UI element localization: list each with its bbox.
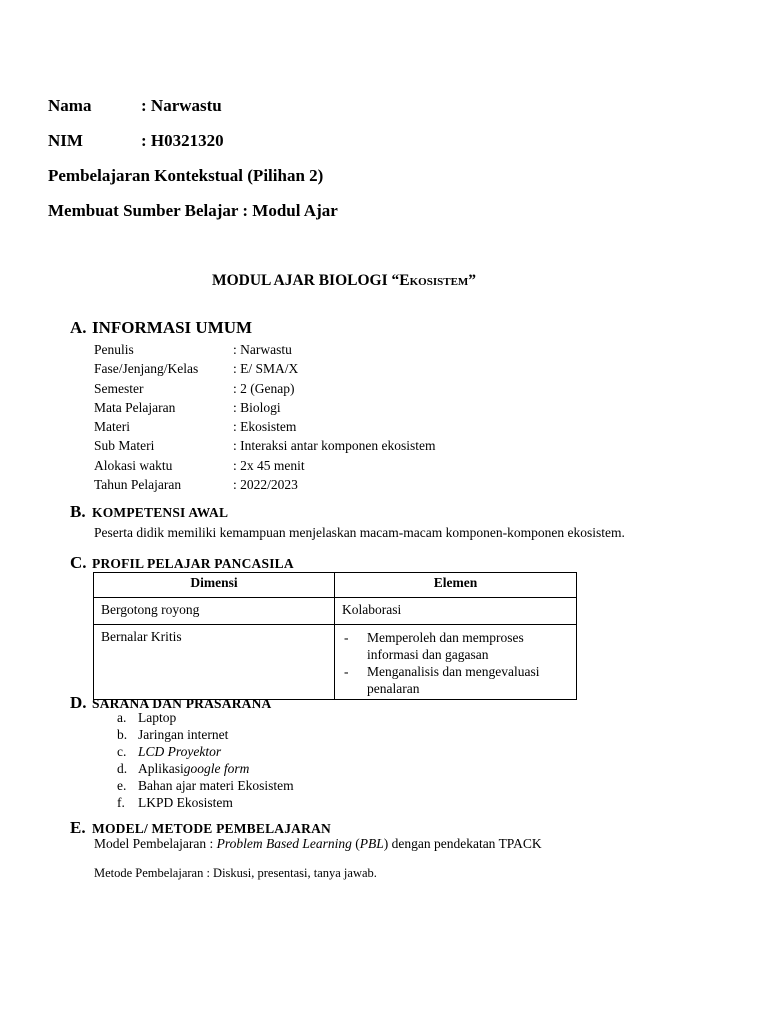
list-item bbox=[117, 744, 294, 761]
document-title bbox=[0, 272, 688, 290]
list-marker: e. bbox=[117, 777, 127, 793]
model-prefix: Model Pembelajaran : bbox=[94, 836, 217, 851]
info-key: Semester bbox=[94, 380, 144, 396]
nama-label: Nama bbox=[48, 96, 92, 115]
nama-line bbox=[48, 96, 222, 116]
dash-marker: - bbox=[344, 664, 349, 679]
section-a-label: INFORMASI UMUM bbox=[92, 318, 253, 337]
info-row bbox=[94, 359, 435, 378]
info-value: : Ekosistem bbox=[233, 419, 297, 435]
nim-line bbox=[48, 131, 224, 151]
sarana-list bbox=[117, 710, 294, 811]
section-b-heading bbox=[70, 502, 228, 522]
list-marker: a. bbox=[117, 710, 127, 725]
title-prefix: MODUL AJAR BIOLOGI “ bbox=[211, 272, 400, 289]
table-row bbox=[94, 625, 577, 700]
list-text: LCD Proyektor bbox=[138, 743, 222, 759]
dash-marker: - bbox=[344, 630, 349, 645]
profil-pelajar-table bbox=[93, 572, 577, 700]
info-value: : Interaksi antar komponen ekosistem bbox=[233, 438, 436, 454]
title-topic: Ekosistem bbox=[399, 272, 469, 289]
info-umum-list bbox=[94, 340, 435, 494]
list-item bbox=[117, 761, 294, 778]
elemen-text: Memperoleh dan memproses informasi dan gagasan bbox=[367, 630, 524, 662]
info-value: : Biologi bbox=[233, 399, 281, 415]
list-marker: f. bbox=[117, 794, 125, 810]
section-c-heading bbox=[70, 553, 294, 573]
elemen-list-item bbox=[342, 629, 569, 663]
section-b-label: KOMPETENSI AWAL bbox=[92, 505, 229, 520]
list-text: Jaringan internet bbox=[138, 726, 229, 742]
list-text: Laptop bbox=[138, 710, 177, 725]
model-suffix: ) dengan pendekatan TPACK bbox=[383, 836, 542, 851]
nama-value: : Narwastu bbox=[141, 96, 222, 115]
table-header-row bbox=[94, 573, 577, 598]
info-key: Materi bbox=[94, 419, 130, 435]
info-row bbox=[94, 475, 435, 494]
course-line: Pembelajaran Kontekstual (Pilihan 2) bbox=[48, 166, 324, 185]
kompetensi-awal-text: Peserta didik memiliki kemampuan menjelaskan macam-macam komponen-komponen ekosistem. bbox=[94, 525, 625, 540]
elemen-list-item bbox=[342, 663, 569, 697]
column-header-elemen: Elemen bbox=[335, 573, 577, 598]
assignment-line: Membuat Sumber Belajar : Modul Ajar bbox=[48, 201, 338, 220]
info-row bbox=[94, 340, 435, 359]
list-text: Aplikasi bbox=[138, 760, 184, 776]
model-paren-open: ( bbox=[351, 836, 360, 851]
info-row bbox=[94, 379, 435, 398]
info-value: : E/ SMA/X bbox=[233, 361, 299, 377]
section-e-letter: E. bbox=[70, 818, 86, 837]
cell-dimensi: Bernalar Kritis bbox=[94, 625, 335, 700]
model-pembelajaran-line bbox=[94, 836, 542, 852]
info-key: Fase/Jenjang/Kelas bbox=[94, 361, 199, 377]
table-row bbox=[94, 598, 577, 625]
list-marker: c. bbox=[117, 743, 127, 759]
section-c-letter: C. bbox=[70, 553, 87, 572]
list-item bbox=[117, 778, 294, 795]
model-abbr: PBL bbox=[359, 836, 384, 851]
cell-elemen bbox=[335, 625, 577, 700]
cell-dimensi: Bergotong royong bbox=[94, 598, 335, 625]
info-value: : 2x 45 menit bbox=[233, 457, 305, 473]
list-item bbox=[117, 710, 294, 727]
info-value: : 2 (Genap) bbox=[233, 380, 295, 396]
info-key: Penulis bbox=[94, 342, 134, 357]
info-key: Sub Materi bbox=[94, 438, 155, 454]
info-row bbox=[94, 436, 435, 455]
info-row bbox=[94, 456, 435, 475]
section-e-heading bbox=[70, 818, 331, 838]
section-c-label: PROFIL PELAJAR PANCASILA bbox=[92, 556, 294, 571]
info-row bbox=[94, 398, 435, 417]
section-d-label: SARANA DAN PRASARANA bbox=[92, 696, 272, 711]
list-text-italic: google form bbox=[183, 760, 250, 776]
elemen-text: Menganalisis dan mengevaluasi penalaran bbox=[367, 664, 540, 696]
list-text: LKPD Ekosistem bbox=[138, 794, 233, 810]
model-name-italic: Problem Based Learning bbox=[216, 836, 352, 851]
section-d-letter: D. bbox=[70, 693, 87, 712]
nim-label: NIM bbox=[48, 131, 83, 150]
section-e-label: MODEL/ METODE PEMBELAJARAN bbox=[92, 821, 331, 836]
section-b-letter: B. bbox=[70, 502, 86, 521]
list-text: Bahan ajar materi Ekosistem bbox=[138, 777, 294, 793]
section-a-letter: A. bbox=[70, 318, 87, 337]
metode-pembelajaran-line: Metode Pembelajaran : Diskusi, presentasi, tanya jawab. bbox=[94, 866, 377, 880]
cell-elemen: Kolaborasi bbox=[335, 598, 577, 625]
list-item bbox=[117, 795, 294, 812]
list-marker: d. bbox=[117, 760, 128, 776]
info-key: Alokasi waktu bbox=[94, 457, 173, 473]
info-key: Mata Pelajaran bbox=[94, 399, 176, 415]
nim-value: : H0321320 bbox=[141, 131, 224, 150]
info-value: : Narwastu bbox=[233, 342, 292, 357]
title-suffix: ” bbox=[468, 272, 477, 289]
list-marker: b. bbox=[117, 726, 128, 742]
info-value: : 2022/2023 bbox=[233, 477, 298, 493]
column-header-dimensi: Dimensi bbox=[94, 573, 335, 598]
info-key: Tahun Pelajaran bbox=[94, 477, 182, 493]
list-item bbox=[117, 727, 294, 744]
info-row bbox=[94, 417, 435, 436]
section-a-heading bbox=[70, 318, 252, 338]
